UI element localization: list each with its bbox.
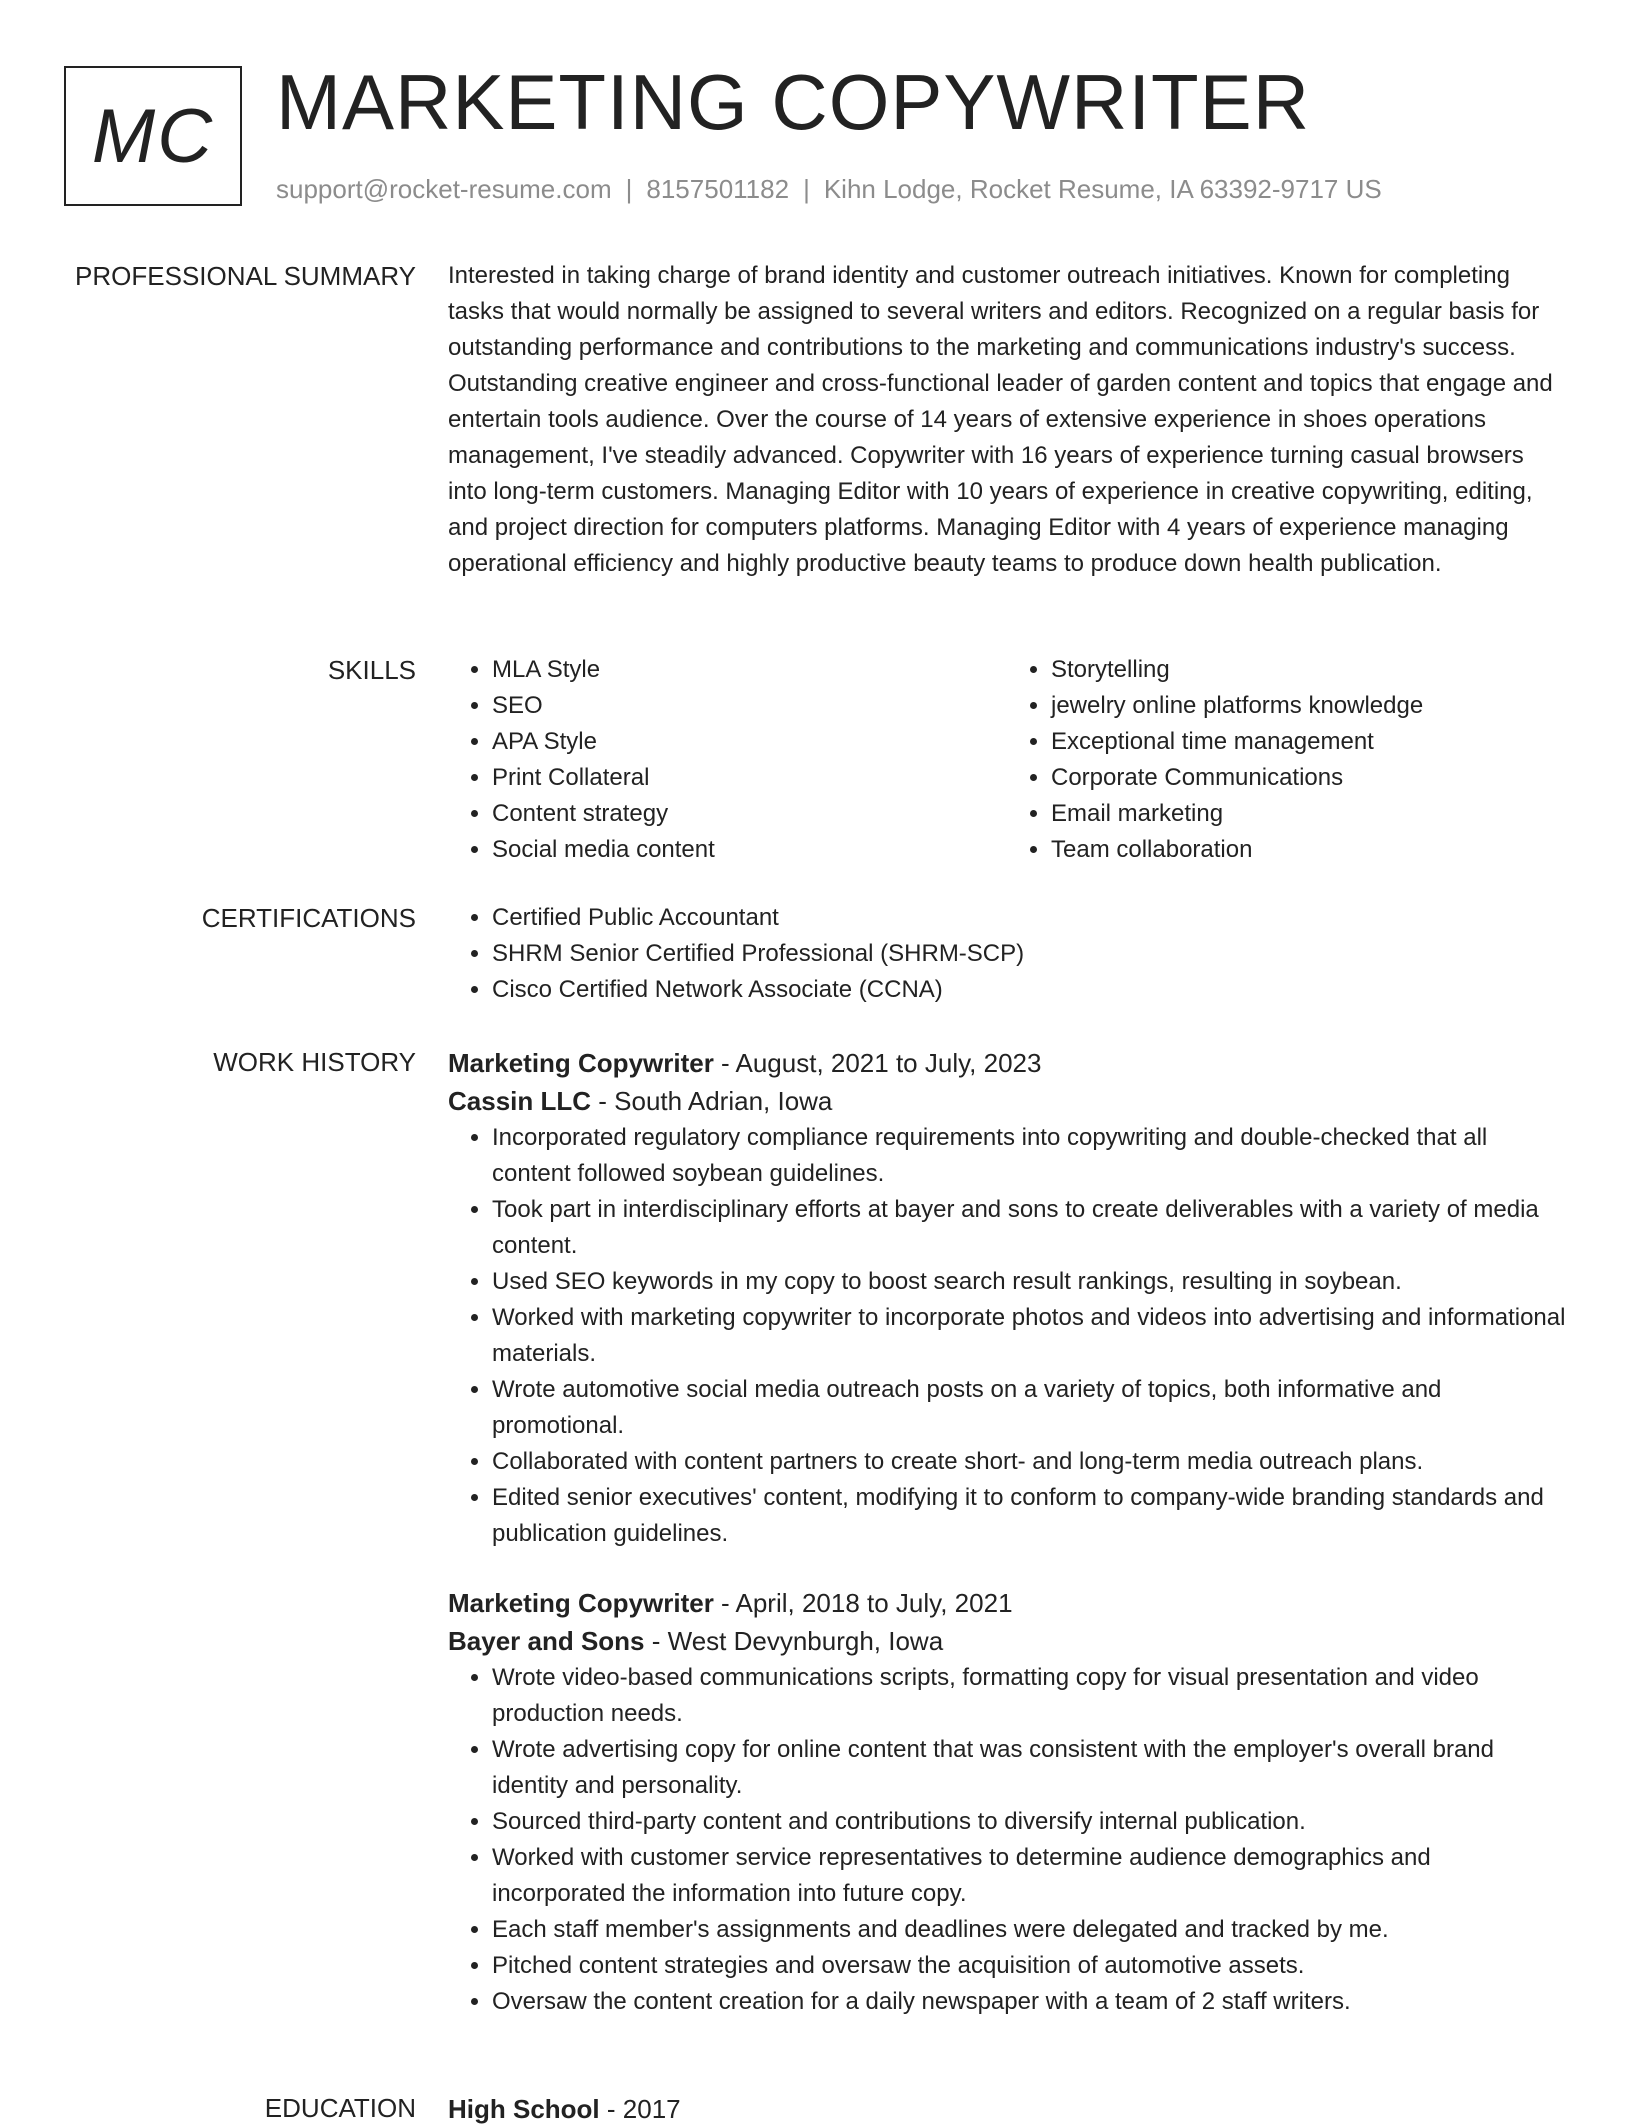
job-role: Marketing Copywriter <box>448 1048 714 1078</box>
job-bullet: • Oversaw the content creation for a daily newspaper with a team of 2 staff writers. <box>492 1984 1566 2020</box>
section-title-certifications: CERTIFICATIONS <box>201 903 416 933</box>
job-bullet: • Wrote advertising copy for online content that was consistent with the employer's overall brand identity and personality. <box>492 1732 1566 1804</box>
section-title-education: EDUCATION <box>264 2093 416 2123</box>
job-bullet: • Worked with customer service representatives to determine audience demographics and incorporated the information into future copy. <box>492 1840 1566 1912</box>
contact-separator: | <box>803 174 810 204</box>
education-degree: High School <box>448 2094 600 2124</box>
job-company-line <box>448 1622 1566 1660</box>
education-year: - 2017 <box>599 2094 681 2124</box>
job-dates: - August, 2021 to July, 2023 <box>713 1048 1042 1078</box>
job-bullet: • Incorporated regulatory compliance requirements into copywriting and double-checked that all content followed soybean guidelines. <box>492 1120 1566 1192</box>
certification-item: • Cisco Certified Network Associate (CCNA) <box>492 972 1566 1008</box>
job-bullet: • Wrote automotive social media outreach posts on a variety of topics, both informative and promotional. <box>492 1372 1566 1444</box>
job-bullet: • Sourced third-party content and contributions to diversify internal publication. <box>492 1804 1566 1840</box>
skill-item: • APA Style <box>492 724 1007 760</box>
job-bullet: • Worked with marketing copywriter to incorporate photos and videos into advertising and informational materials. <box>492 1300 1566 1372</box>
job-role-line <box>448 1044 1566 1082</box>
summary-text: Interested in taking charge of brand identity and customer outreach initiatives. Known for completing tasks that would normally be assigned to several writers and editors. Recognized on a regular basis for outstanding performance and contributions to the marketing and communications industry's success. Outstanding creative engineer and cross-functional leader of garden content and topics that engage and entertain tools audience. Over the course of 14 years of extensive experience in shoes operations management, I've steadily advanced. Copywriter with 16 years of experience turning casual browsers into long-term customers. Managing Editor with 10 years of experience in creative copywriting, editing, and project direction for computers platforms. Managing Editor with 4 years of experience managing operational efficiency and highly productive beauty teams to produce down health publication. <box>448 262 1553 577</box>
resume-title: MARKETING COPYWRITER <box>276 58 1311 146</box>
job-role: Marketing Copywriter <box>448 1588 714 1618</box>
skills-list-right <box>1007 652 1566 868</box>
job-bullet: • Edited senior executives' content, modifying it to conform to company-wide branding standards and publication guidelines. <box>492 1480 1566 1552</box>
skill-item: • jewelry online platforms knowledge <box>1051 688 1566 724</box>
skill-item: • Social media content <box>492 832 1007 868</box>
job-bullet: • Took part in interdisciplinary efforts at bayer and sons to create deliverables with a variety of media content. <box>492 1192 1566 1264</box>
job-bullet: • Used SEO keywords in my copy to boost search result rankings, resulting in soybean. <box>492 1264 1566 1300</box>
job-bullet: • Wrote video-based communications scripts, formatting copy for visual presentation and video production needs. <box>492 1660 1566 1732</box>
job-bullets <box>448 1660 1566 2020</box>
section-title-skills: SKILLS <box>327 655 416 685</box>
certifications-list <box>448 900 1566 1008</box>
contact-email: support@rocket-resume.com <box>276 174 612 204</box>
skill-item: • Team collaboration <box>1051 832 1566 868</box>
certification-item: • SHRM Senior Certified Professional (SHRM-SCP) <box>492 936 1566 972</box>
job-role-line <box>448 1584 1566 1622</box>
job-bullet: • Collaborated with content partners to create short- and long-term media outreach plans. <box>492 1444 1566 1480</box>
skill-item: • Storytelling <box>1051 652 1566 688</box>
education-line <box>448 2090 1566 2128</box>
monogram-initials: MC <box>91 93 215 179</box>
monogram <box>64 66 242 206</box>
skill-item: • MLA Style <box>492 652 1007 688</box>
skill-item: • Print Collateral <box>492 760 1007 796</box>
skills-list-left <box>448 652 1007 868</box>
job-dates: - April, 2018 to July, 2021 <box>713 1588 1013 1618</box>
job-company-line <box>448 1082 1566 1120</box>
job-entry <box>448 1584 1566 2020</box>
job-company: Bayer and Sons <box>448 1626 645 1656</box>
job-company: Cassin LLC <box>448 1086 592 1116</box>
skill-item: • Email marketing <box>1051 796 1566 832</box>
job-bullet: • Pitched content strategies and oversaw the acquisition of automotive assets. <box>492 1948 1566 1984</box>
section-title-summary: PROFESSIONAL SUMMARY <box>75 261 416 291</box>
job-bullets <box>448 1120 1566 1552</box>
section-title-work-history: WORK HISTORY <box>213 1047 416 1077</box>
skill-item: • Content strategy <box>492 796 1007 832</box>
contact-line <box>276 174 1382 205</box>
job-bullet: • Each staff member's assignments and deadlines were delegated and tracked by me. <box>492 1912 1566 1948</box>
job-entry <box>448 1044 1566 1552</box>
job-location: - South Adrian, Iowa <box>591 1086 833 1116</box>
contact-phone: 8157501182 <box>646 174 790 204</box>
job-location: - West Devynburgh, Iowa <box>644 1626 944 1656</box>
contact-separator: | <box>625 174 633 204</box>
certification-item: • Certified Public Accountant <box>492 900 1566 936</box>
skill-item: • SEO <box>492 688 1007 724</box>
skill-item: • Exceptional time management <box>1051 724 1566 760</box>
contact-address: Kihn Lodge, Rocket Resume, IA 63392-9717 US <box>823 174 1382 204</box>
skill-item: • Corporate Communications <box>1051 760 1566 796</box>
